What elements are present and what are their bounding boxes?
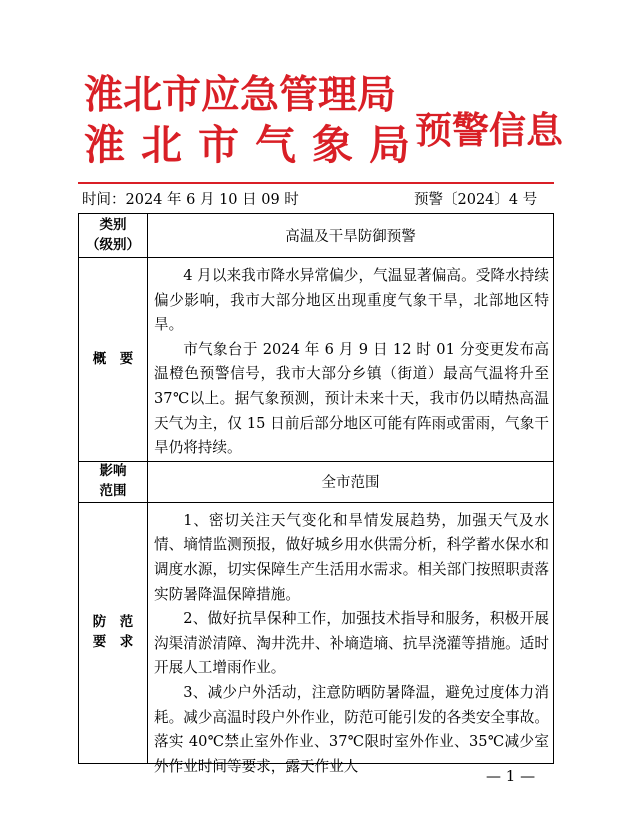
measures-body xyxy=(148,502,554,775)
red-divider-line xyxy=(78,182,554,184)
measures-label-line2: 要 求 xyxy=(92,633,134,650)
category-label xyxy=(79,214,148,258)
agency-name-weather: 淮北市气象局 xyxy=(84,121,426,169)
measures-paragraph: 3、减少户外活动，注意防晒防暑降温，避免过度体力消耗。减少高温时段户外作业，防范可能引发的各类安全事故。落实 40℃禁止室外作业、37℃限时室外作业、35℃减少室外作业时间等要求，露天作业人 xyxy=(154,683,549,775)
warning-table xyxy=(78,213,554,775)
issue-time: 时间：2024 年 6 月 10 日 09 时 xyxy=(82,192,299,208)
measures-paragraph: 2、做好抗旱保种工作，加强技术指导和服务，积极开展沟渠清淤清障、淘井洗井、补墒造墒、抗旱浇灌等措施。适时开展人工增雨作业。 xyxy=(154,610,549,677)
category-label-line2: （级别） xyxy=(86,236,140,253)
overview-paragraph: 市气象台于 2024 年 6 月 9 日 12 时 01 分变更发布高温橙色预警信号，我市大部分乡镇（街道）最高气温将升至 37℃以上。据气象预测，预计未来十天，我市仍以晴热高温天气为主，仅 15 日前后部分地区可能有阵雨或雷雨，气象干旱仍将持续。 xyxy=(154,340,549,457)
document-number: 预警〔2024〕4 号 xyxy=(414,192,538,208)
table-row-overview xyxy=(79,258,554,462)
table-row-category xyxy=(79,214,554,258)
table-row-measures xyxy=(79,502,554,763)
measures-paragraph: 1、密切关注天气变化和旱情发展趋势，加强天气及水情、墒情监测预报，做好城乡用水供需分析，科学蓄水保水和调度水源，切实保障生产生活用水需求。相关部门按照职责落实防暑降温保障措施。 xyxy=(154,511,549,603)
category-label-line1: 类别 xyxy=(99,216,127,233)
table-row-scope xyxy=(79,461,554,502)
category-value: 高温及干旱防御预警 xyxy=(148,214,554,258)
scope-label-line1: 影响 xyxy=(99,463,127,480)
document-type-title: 预警信息 xyxy=(415,108,563,152)
measures-label-line1: 防 范 xyxy=(92,614,134,631)
scope-label xyxy=(79,461,148,502)
page-number: — 1 — xyxy=(486,767,536,785)
agency-name-emergency: 淮北市应急管理局 xyxy=(84,72,397,118)
measures-text xyxy=(154,509,549,775)
overview-label: 概 要 xyxy=(79,258,148,462)
overview-paragraph: 4 月以来我市降水异常偏少，气温显著偏高。受降水持续偏少影响，我市大部分地区出现重度气象干旱，北部地区特旱。 xyxy=(154,267,549,334)
overview-body xyxy=(148,258,554,462)
scope-label-line2: 范围 xyxy=(99,482,127,499)
measures-label xyxy=(79,502,148,763)
scope-value: 全市范围 xyxy=(148,461,554,502)
